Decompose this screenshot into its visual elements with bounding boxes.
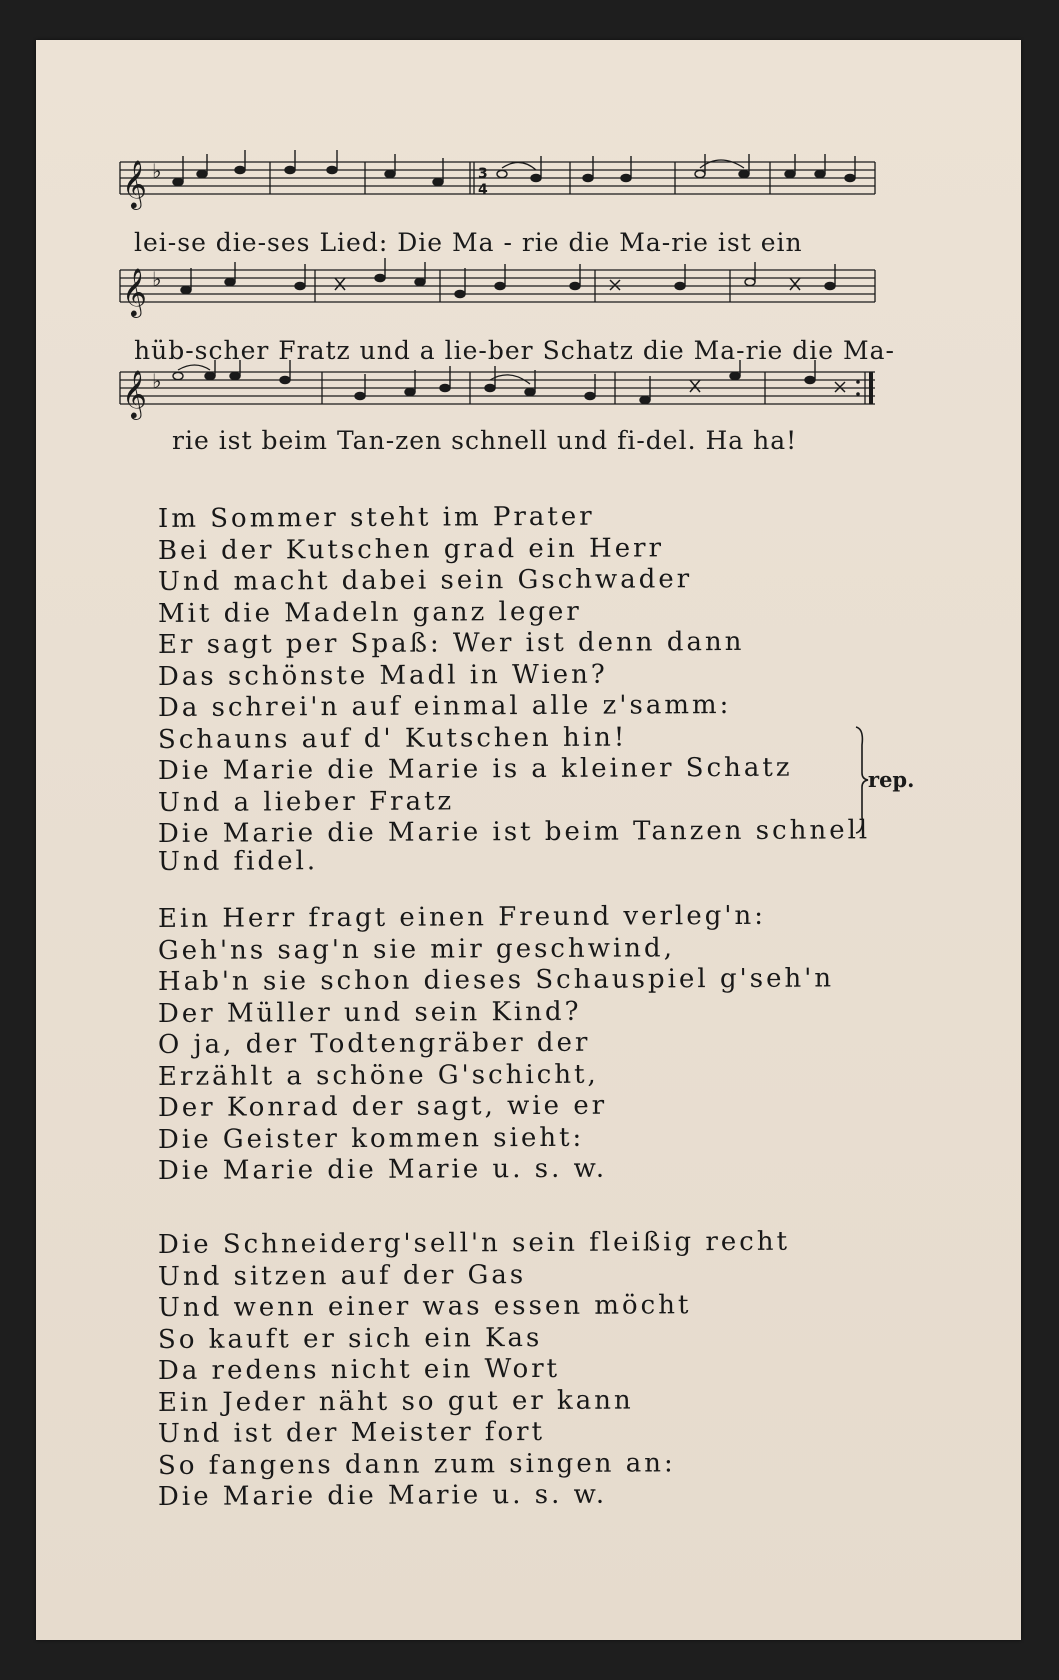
verse-1 bbox=[157, 501, 918, 877]
verse-1-line: Das schönste Madl in Wien? bbox=[157, 659, 608, 692]
music-staff-3 bbox=[90, 360, 880, 430]
treble-clef-icon: 𝄞 bbox=[122, 369, 147, 418]
verse-3-line: Und ist der Meister fort bbox=[157, 1416, 546, 1449]
verse-3-line: So kauft er sich ein Kas bbox=[157, 1322, 543, 1355]
repeat-label: rep. bbox=[868, 767, 915, 792]
verse-2-line: Geh'ns sag'n sie mir geschwind, bbox=[157, 932, 675, 966]
verse-1-line: Bei der Kutschen grad ein Herr bbox=[157, 532, 665, 566]
lyric-line-3: rie ist beim Tan-zen schnell und fi-del. Ha ha! bbox=[172, 426, 798, 455]
verse-1-line: Da schrei'n auf einmal alle z'samm: bbox=[157, 689, 732, 723]
verse-1-line: Und macht dabei sein Gschwader bbox=[157, 564, 693, 597]
verse-3-line: Und sitzen auf der Gas bbox=[157, 1259, 527, 1292]
music-staff-1 bbox=[90, 150, 880, 220]
lyric-line-2: hüb-scher Fratz und a lie-ber Schatz die Ma-rie die Ma- bbox=[134, 336, 895, 365]
flat-icon: ♭ bbox=[152, 369, 162, 393]
verse-2-line: Erzählt a schöne G'schicht, bbox=[157, 1059, 599, 1092]
verse-1-line: Und a lieber Fratz bbox=[157, 785, 455, 818]
flat-icon: ♭ bbox=[152, 159, 162, 183]
verse-1-line: Die Marie die Marie ist beim Tanzen schnell bbox=[157, 815, 871, 849]
flat-icon: ♭ bbox=[152, 267, 162, 291]
lyric-line-1: lei-se die-ses Lied: Die Ma - rie die Ma-rie ist ein bbox=[134, 228, 803, 257]
verse-3-line: Die Marie die Marie u. s. w. bbox=[157, 1479, 608, 1512]
verse-2-line: Die Geister kommen sieht: bbox=[157, 1122, 585, 1155]
verse-3 bbox=[158, 1228, 918, 1512]
music-staff-2 bbox=[90, 258, 880, 328]
verse-1-line: Die Marie die Marie is a kleiner Schatz bbox=[157, 752, 793, 786]
verse-1-line: Und fidel. bbox=[157, 845, 319, 877]
verse-2 bbox=[158, 902, 918, 1186]
verse-3-line: So fangens dann zum singen an: bbox=[157, 1447, 676, 1481]
verse-1-line: Schauns auf d' Kutschen hin! bbox=[157, 722, 628, 755]
verse-2-line: Hab'n sie schon dieses Schauspiel g'seh'n bbox=[157, 963, 835, 997]
verse-2-line: Der Müller und sein Kind? bbox=[157, 996, 582, 1029]
verse-1-line: Im Sommer steht im Prater bbox=[157, 501, 595, 534]
verse-2-line: Der Konrad der sagt, wie er bbox=[157, 1090, 608, 1123]
treble-clef-icon: 𝄞 bbox=[122, 267, 147, 316]
time-signature-bottom: 4 bbox=[478, 182, 488, 198]
verse-3-line: Die Schneiderg'sell'n sein fleißig recht bbox=[157, 1226, 791, 1260]
verse-3-line: Und wenn einer was essen möcht bbox=[157, 1290, 692, 1323]
treble-clef-icon: 𝄞 bbox=[122, 159, 147, 208]
verse-2-line: Die Marie die Marie u. s. w. bbox=[157, 1153, 608, 1186]
verse-1-line: Mit die Madeln ganz leger bbox=[157, 596, 582, 629]
verse-2-line: O ja, der Todtengräber der bbox=[157, 1027, 591, 1060]
time-signature-top: 3 bbox=[478, 166, 488, 182]
verse-3-line: Da redens nicht ein Wort bbox=[157, 1353, 561, 1386]
verse-3-line: Ein Jeder näht so gut er kann bbox=[157, 1384, 634, 1418]
verse-2-line: Ein Herr fragt einen Freund verleg'n: bbox=[157, 900, 767, 934]
verse-1-line: Er sagt per Spaß: Wer ist denn dann bbox=[157, 626, 745, 660]
